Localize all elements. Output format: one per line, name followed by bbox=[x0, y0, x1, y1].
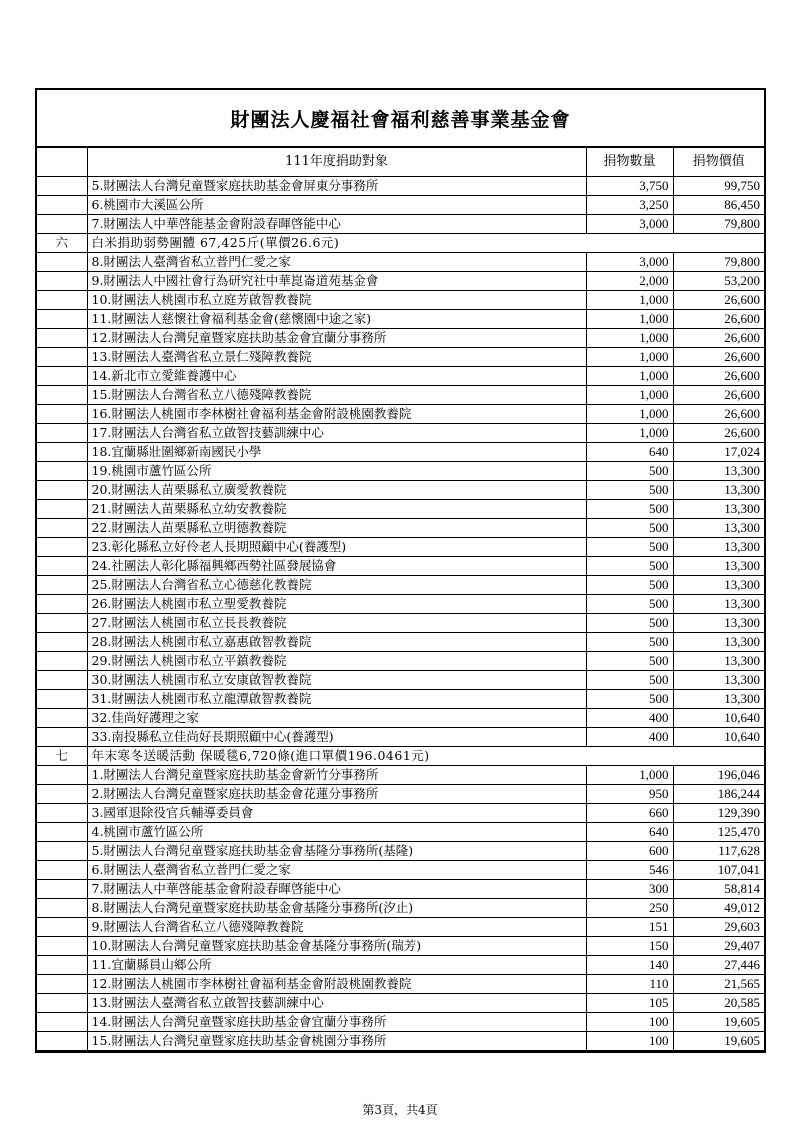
recipient-name: 7.財團法人中華啓能基金會附設春暉啓能中心 bbox=[87, 214, 586, 233]
section-cell bbox=[37, 518, 87, 537]
recipient-name: 13.財團法人臺灣省私立啟智技藝訓練中心 bbox=[87, 993, 586, 1012]
recipient-name: 12.財團法人台灣兒童暨家庭扶助基金會宜蘭分事務所 bbox=[87, 328, 586, 347]
recipient-name: 14.新北市立愛維養護中心 bbox=[87, 366, 586, 385]
section-cell bbox=[37, 689, 87, 708]
section-cell bbox=[37, 822, 87, 841]
recipient-name: 4.桃園市蘆竹區公所 bbox=[87, 822, 586, 841]
donation-quantity: 500 bbox=[586, 480, 673, 499]
donation-value: 53,200 bbox=[673, 271, 764, 290]
donation-quantity: 500 bbox=[586, 556, 673, 575]
donation-value: 13,300 bbox=[673, 651, 764, 670]
donation-quantity: 546 bbox=[586, 860, 673, 879]
section-cell bbox=[37, 195, 87, 214]
recipient-name: 10.財團法人桃園市私立庭芳啟智教養院 bbox=[87, 290, 586, 309]
donation-quantity: 1,000 bbox=[586, 309, 673, 328]
table-row bbox=[37, 993, 764, 1012]
donation-value: 19,605 bbox=[673, 1012, 764, 1031]
donation-quantity: 1,000 bbox=[586, 385, 673, 404]
donation-value: 13,300 bbox=[673, 632, 764, 651]
table-row bbox=[37, 385, 764, 404]
recipient-name: 23.彰化縣私立好伶老人長期照顧中心(養護型) bbox=[87, 537, 586, 556]
recipient-name: 30.財團法人桃園市私立安康啟智教養院 bbox=[87, 670, 586, 689]
table-row bbox=[37, 727, 764, 746]
donation-value: 186,244 bbox=[673, 784, 764, 803]
donation-quantity: 400 bbox=[586, 727, 673, 746]
recipient-name: 8.財團法人臺灣省私立普門仁愛之家 bbox=[87, 252, 586, 271]
table-row bbox=[37, 290, 764, 309]
recipient-name: 33.南投縣私立佳尚好長期照顧中心(養護型) bbox=[87, 727, 586, 746]
donation-quantity: 1,000 bbox=[586, 765, 673, 784]
recipient-name: 8.財團法人台灣兒童暨家庭扶助基金會基隆分事務所(汐止) bbox=[87, 898, 586, 917]
recipient-name: 5.財團法人台灣兒童暨家庭扶助基金會屏東分事務所 bbox=[87, 176, 586, 195]
section-cell bbox=[37, 556, 87, 575]
table-row bbox=[37, 879, 764, 898]
section-cell bbox=[37, 328, 87, 347]
recipient-name: 15.財團法人台灣省私立八德殘障教養院 bbox=[87, 385, 586, 404]
section-cell bbox=[37, 385, 87, 404]
table-row bbox=[37, 651, 764, 670]
recipient-name: 28.財團法人桃園市私立嘉惠啟智教養院 bbox=[87, 632, 586, 651]
recipient-name: 7.財團法人中華啓能基金會附設春暉啓能中心 bbox=[87, 879, 586, 898]
donation-quantity: 500 bbox=[586, 651, 673, 670]
section-cell bbox=[37, 423, 87, 442]
recipient-name: 22.財團法人苗栗縣私立明德教養院 bbox=[87, 518, 586, 537]
donation-quantity: 500 bbox=[586, 537, 673, 556]
donation-value: 26,600 bbox=[673, 404, 764, 423]
table-row bbox=[37, 689, 764, 708]
table-row bbox=[37, 803, 764, 822]
table-row bbox=[37, 176, 764, 195]
table-header-row bbox=[37, 148, 764, 176]
recipient-name: 14.財團法人台灣兒童暨家庭扶助基金會宜蘭分事務所 bbox=[87, 1012, 586, 1031]
donation-value: 20,585 bbox=[673, 993, 764, 1012]
table-row bbox=[37, 898, 764, 917]
donation-value: 27,446 bbox=[673, 955, 764, 974]
donation-value: 13,300 bbox=[673, 537, 764, 556]
donation-value: 26,600 bbox=[673, 423, 764, 442]
table-row bbox=[37, 480, 764, 499]
donation-quantity: 500 bbox=[586, 518, 673, 537]
donation-value: 21,565 bbox=[673, 974, 764, 993]
recipient-name: 31.財團法人桃園市私立龍潭啟智教養院 bbox=[87, 689, 586, 708]
recipient-name: 26.財團法人桃園市私立聖愛教養院 bbox=[87, 594, 586, 613]
table-row bbox=[37, 537, 764, 556]
donation-quantity: 640 bbox=[586, 822, 673, 841]
section-cell bbox=[37, 613, 87, 632]
recipient-name: 9.財團法人中國社會行為研究社中華崑崙道苑基金會 bbox=[87, 271, 586, 290]
section-cell bbox=[37, 898, 87, 917]
table-row bbox=[37, 252, 764, 271]
recipient-name: 11.財團法人慈懷社會福利基金會(慈懷園中途之家) bbox=[87, 309, 586, 328]
donation-sheet bbox=[35, 88, 766, 1053]
section-cell bbox=[37, 214, 87, 233]
donation-quantity: 2,000 bbox=[586, 271, 673, 290]
recipient-name: 21.財團法人苗栗縣私立幼安教養院 bbox=[87, 499, 586, 518]
table-body bbox=[37, 148, 764, 1050]
table-row bbox=[37, 841, 764, 860]
table-row bbox=[37, 328, 764, 347]
recipient-name: 24.社團法人彰化縣福興鄉西勢社區發展協會 bbox=[87, 556, 586, 575]
donation-quantity: 1,000 bbox=[586, 290, 673, 309]
section-cell bbox=[37, 480, 87, 499]
table-row bbox=[37, 271, 764, 290]
donation-quantity: 140 bbox=[586, 955, 673, 974]
donation-quantity: 110 bbox=[586, 974, 673, 993]
recipient-name: 19.桃園市蘆竹區公所 bbox=[87, 461, 586, 480]
donation-quantity: 3,750 bbox=[586, 176, 673, 195]
recipient-name: 20.財團法人苗栗縣私立廣愛教養院 bbox=[87, 480, 586, 499]
table-row bbox=[37, 632, 764, 651]
donation-value: 13,300 bbox=[673, 594, 764, 613]
donation-value: 26,600 bbox=[673, 385, 764, 404]
header-quantity: 捐物數量 bbox=[586, 148, 673, 176]
section-cell bbox=[37, 366, 87, 385]
recipient-name: 6.財團法人臺灣省私立普門仁愛之家 bbox=[87, 860, 586, 879]
donation-quantity: 3,250 bbox=[586, 195, 673, 214]
donation-quantity: 500 bbox=[586, 670, 673, 689]
donation-value: 196,046 bbox=[673, 765, 764, 784]
donation-quantity: 500 bbox=[586, 689, 673, 708]
donation-value: 29,603 bbox=[673, 917, 764, 936]
donation-quantity: 500 bbox=[586, 594, 673, 613]
donation-quantity: 500 bbox=[586, 613, 673, 632]
donation-quantity: 1,000 bbox=[586, 328, 673, 347]
donation-value: 26,600 bbox=[673, 347, 764, 366]
section-cell bbox=[37, 347, 87, 366]
section-cell bbox=[37, 271, 87, 290]
table-row bbox=[37, 1031, 764, 1050]
donation-quantity: 600 bbox=[586, 841, 673, 860]
table-row bbox=[37, 499, 764, 518]
table-row bbox=[37, 1012, 764, 1031]
donation-quantity: 100 bbox=[586, 1031, 673, 1050]
donation-quantity: 105 bbox=[586, 993, 673, 1012]
table-row bbox=[37, 955, 764, 974]
donation-value: 13,300 bbox=[673, 575, 764, 594]
section-cell bbox=[37, 670, 87, 689]
section-cell bbox=[37, 404, 87, 423]
donation-value: 13,300 bbox=[673, 480, 764, 499]
donation-value: 13,300 bbox=[673, 689, 764, 708]
donation-quantity: 500 bbox=[586, 461, 673, 480]
page-footer: 第3頁，共4頁 bbox=[362, 1103, 438, 1117]
donation-quantity: 3,000 bbox=[586, 252, 673, 271]
table-row bbox=[37, 518, 764, 537]
donation-quantity: 500 bbox=[586, 575, 673, 594]
table-row bbox=[37, 404, 764, 423]
recipient-name: 5.財團法人台灣兒童暨家庭扶助基金會基隆分事務所(基隆) bbox=[87, 841, 586, 860]
section-title: 白米捐助弱勢團體 67,425斤(單價26.6元) bbox=[87, 233, 764, 252]
donation-value: 49,012 bbox=[673, 898, 764, 917]
table-row bbox=[37, 860, 764, 879]
section-row bbox=[37, 746, 764, 765]
donation-quantity: 400 bbox=[586, 708, 673, 727]
donation-quantity: 640 bbox=[586, 442, 673, 461]
section-cell bbox=[37, 784, 87, 803]
recipient-name: 27.財團法人桃園市私立長長教養院 bbox=[87, 613, 586, 632]
section-cell bbox=[37, 309, 87, 328]
table-row bbox=[37, 784, 764, 803]
donation-value: 129,390 bbox=[673, 803, 764, 822]
header-value: 捐物價值 bbox=[673, 148, 764, 176]
donation-value: 26,600 bbox=[673, 366, 764, 385]
donation-value: 19,605 bbox=[673, 1031, 764, 1050]
donation-value: 26,600 bbox=[673, 290, 764, 309]
section-cell bbox=[37, 936, 87, 955]
recipient-name: 6.桃園市大溪區公所 bbox=[87, 195, 586, 214]
donation-quantity: 100 bbox=[586, 1012, 673, 1031]
section-cell bbox=[37, 252, 87, 271]
donation-value: 13,300 bbox=[673, 518, 764, 537]
table-row bbox=[37, 195, 764, 214]
donation-value: 79,800 bbox=[673, 214, 764, 233]
donation-quantity: 300 bbox=[586, 879, 673, 898]
recipient-name: 2.財團法人台灣兒童暨家庭扶助基金會花蓮分事務所 bbox=[87, 784, 586, 803]
header-recipient: 111年度捐助對象 bbox=[87, 148, 586, 176]
donation-quantity: 1,000 bbox=[586, 423, 673, 442]
section-cell bbox=[37, 993, 87, 1012]
section-cell bbox=[37, 651, 87, 670]
recipient-name: 12.財團法人桃園市李林樹社會福利基金會附設桃園教養院 bbox=[87, 974, 586, 993]
recipient-name: 11.宜蘭縣員山鄉公所 bbox=[87, 955, 586, 974]
donation-quantity: 1,000 bbox=[586, 404, 673, 423]
donation-quantity: 150 bbox=[586, 936, 673, 955]
document-title: 財團法人慶福社會福利慈善事業基金會 bbox=[37, 90, 764, 148]
recipient-name: 17.財團法人台灣省私立啟智技藝訓練中心 bbox=[87, 423, 586, 442]
donation-quantity: 1,000 bbox=[586, 347, 673, 366]
table-row bbox=[37, 366, 764, 385]
donation-quantity: 660 bbox=[586, 803, 673, 822]
table-row bbox=[37, 765, 764, 784]
table-row bbox=[37, 708, 764, 727]
table-row bbox=[37, 309, 764, 328]
section-number: 六 bbox=[37, 233, 87, 252]
donation-value: 125,470 bbox=[673, 822, 764, 841]
donation-value: 13,300 bbox=[673, 670, 764, 689]
table-row bbox=[37, 461, 764, 480]
donation-value: 86,450 bbox=[673, 195, 764, 214]
donation-value: 26,600 bbox=[673, 309, 764, 328]
donation-value: 13,300 bbox=[673, 461, 764, 480]
recipient-name: 10.財團法人台灣兒童暨家庭扶助基金會基隆分事務所(瑞芳) bbox=[87, 936, 586, 955]
section-cell bbox=[37, 727, 87, 746]
section-cell bbox=[37, 290, 87, 309]
donation-value: 13,300 bbox=[673, 499, 764, 518]
section-cell bbox=[37, 1031, 87, 1050]
section-cell bbox=[37, 461, 87, 480]
recipient-name: 1.財團法人台灣兒童暨家庭扶助基金會新竹分事務所 bbox=[87, 765, 586, 784]
donation-value: 17,024 bbox=[673, 442, 764, 461]
recipient-name: 29.財團法人桃園市私立平鎮教養院 bbox=[87, 651, 586, 670]
donation-value: 10,640 bbox=[673, 727, 764, 746]
donation-value: 117,628 bbox=[673, 841, 764, 860]
recipient-name: 25.財團法人台灣省私立心德慈化教養院 bbox=[87, 575, 586, 594]
section-row bbox=[37, 233, 764, 252]
section-title: 年末寒冬送暖活動 保暖毯6,720條(進口單價196.0461元) bbox=[87, 746, 764, 765]
section-cell bbox=[37, 708, 87, 727]
table-row bbox=[37, 917, 764, 936]
table-row bbox=[37, 936, 764, 955]
recipient-name: 3.國軍退除役官兵輔導委員會 bbox=[87, 803, 586, 822]
section-number: 七 bbox=[37, 746, 87, 765]
section-cell bbox=[37, 499, 87, 518]
table-row bbox=[37, 974, 764, 993]
donation-value: 99,750 bbox=[673, 176, 764, 195]
recipient-name: 18.宜蘭縣壯圍鄉新南國民小學 bbox=[87, 442, 586, 461]
section-cell bbox=[37, 442, 87, 461]
recipient-name: 32.佳尚好護理之家 bbox=[87, 708, 586, 727]
donation-quantity: 500 bbox=[586, 632, 673, 651]
recipient-name: 15.財團法人台灣兒童暨家庭扶助基金會桃園分事務所 bbox=[87, 1031, 586, 1050]
section-cell bbox=[37, 575, 87, 594]
recipient-name: 16.財團法人桃園市李林樹社會福利基金會附設桃園教養院 bbox=[87, 404, 586, 423]
section-cell bbox=[37, 765, 87, 784]
table-row bbox=[37, 214, 764, 233]
donation-value: 29,407 bbox=[673, 936, 764, 955]
table-row bbox=[37, 423, 764, 442]
section-cell bbox=[37, 974, 87, 993]
donation-quantity: 500 bbox=[586, 499, 673, 518]
section-cell bbox=[37, 860, 87, 879]
donation-value: 13,300 bbox=[673, 556, 764, 575]
section-cell bbox=[37, 176, 87, 195]
donation-value: 26,600 bbox=[673, 328, 764, 347]
donation-value: 13,300 bbox=[673, 613, 764, 632]
section-cell bbox=[37, 955, 87, 974]
table-row bbox=[37, 613, 764, 632]
donation-table bbox=[37, 148, 764, 1051]
section-cell bbox=[37, 879, 87, 898]
table-row bbox=[37, 556, 764, 575]
donation-value: 107,041 bbox=[673, 860, 764, 879]
donation-quantity: 250 bbox=[586, 898, 673, 917]
donation-quantity: 3,000 bbox=[586, 214, 673, 233]
donation-quantity: 151 bbox=[586, 917, 673, 936]
donation-value: 10,640 bbox=[673, 708, 764, 727]
table-row bbox=[37, 347, 764, 366]
table-row bbox=[37, 575, 764, 594]
section-cell bbox=[37, 841, 87, 860]
donation-quantity: 1,000 bbox=[586, 366, 673, 385]
section-cell bbox=[37, 917, 87, 936]
table-row bbox=[37, 822, 764, 841]
section-cell bbox=[37, 632, 87, 651]
donation-value: 79,800 bbox=[673, 252, 764, 271]
donation-value: 58,814 bbox=[673, 879, 764, 898]
table-row bbox=[37, 594, 764, 613]
header-section-cell bbox=[37, 148, 87, 176]
recipient-name: 13.財團法人臺灣省私立景仁殘障教養院 bbox=[87, 347, 586, 366]
table-row bbox=[37, 670, 764, 689]
donation-quantity: 950 bbox=[586, 784, 673, 803]
section-cell bbox=[37, 594, 87, 613]
section-cell bbox=[37, 803, 87, 822]
section-cell bbox=[37, 1012, 87, 1031]
table-row bbox=[37, 442, 764, 461]
recipient-name: 9.財團法人台灣省私立八德殘障教養院 bbox=[87, 917, 586, 936]
section-cell bbox=[37, 537, 87, 556]
